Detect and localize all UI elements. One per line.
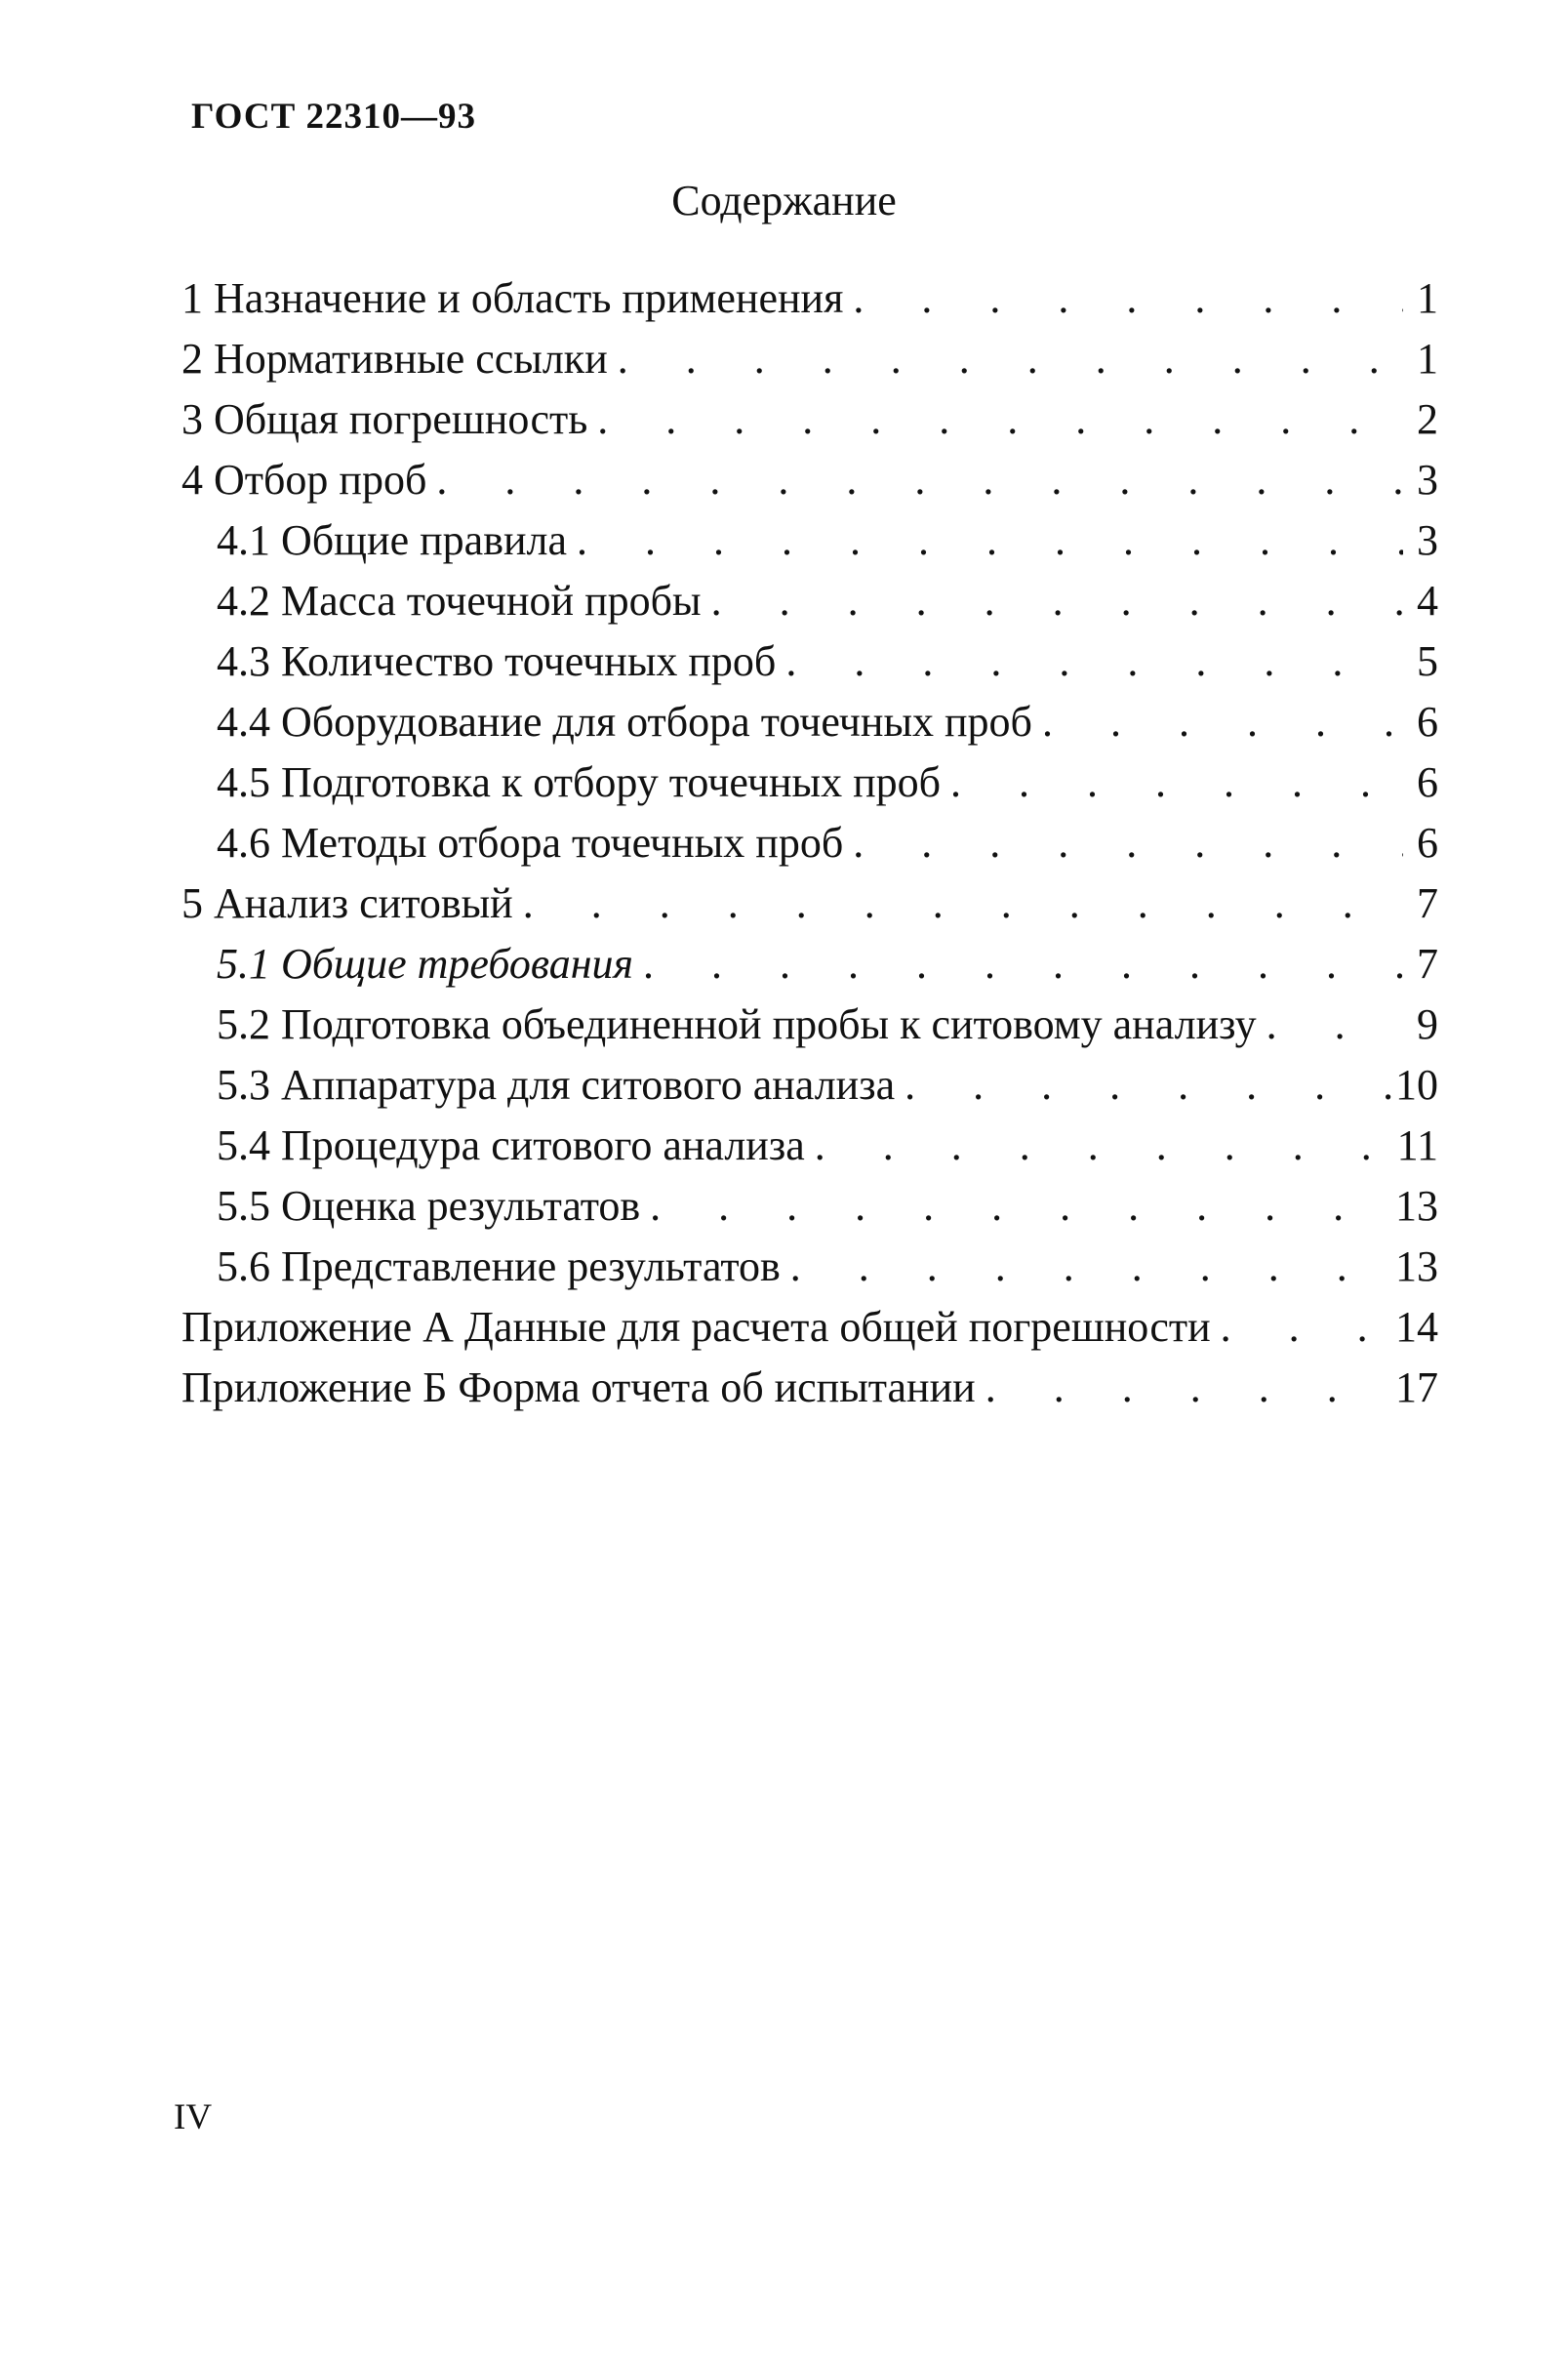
toc-entry-page: 13 [1395,1182,1438,1230]
document-code: ГОСТ 22310—93 [191,97,476,137]
toc-entry-page: 6 [1417,758,1438,806]
toc-entry-3[interactable] [181,394,1438,455]
toc-leader-dots [781,1241,1395,1291]
toc-entry-appendix-b[interactable] [181,1362,1438,1423]
toc-leader-dots [895,1060,1395,1110]
toc-entry-label: 4 Отбор проб [181,456,427,504]
toc-entry-page: 11 [1396,1121,1438,1169]
toc-entry-4-3[interactable] [181,636,1438,697]
toc-entry-5-6[interactable] [181,1241,1438,1302]
toc-entry-label: 4.3 Количество точечных проб [217,637,777,685]
toc-entry-label: 5.1 Общие требования [217,940,634,988]
toc-entry-page: 7 [1417,940,1438,988]
toc-leader-dots [1257,999,1403,1049]
toc-entry-5-4[interactable] [181,1120,1438,1181]
toc-entry-page: 7 [1417,879,1438,927]
toc-entry-label: Приложение Б Форма отчета об испытании [181,1363,976,1411]
toc-entry-page: 17 [1395,1363,1438,1411]
toc-entry-5-2[interactable] [181,999,1438,1060]
toc-entry-5-1[interactable] [181,939,1438,999]
toc-entry-label: 4.6 Методы отбора точечных проб [217,819,844,867]
toc-entry-page: 13 [1395,1242,1438,1290]
toc-leader-dots [567,515,1403,565]
toc-leader-dots [805,1120,1397,1170]
toc-entry-label: 5.4 Процедура ситового анализа [217,1121,805,1169]
toc-leader-dots [702,576,1403,626]
toc-entry-5-3[interactable] [181,1060,1438,1120]
page-number: IV [174,2097,213,2137]
toc-leader-dots [1211,1302,1395,1352]
toc-entry-5[interactable] [181,878,1438,939]
toc-leader-dots [843,273,1403,323]
toc-entry-page: 4 [1417,577,1438,625]
toc-entry-page: 3 [1417,456,1438,504]
toc-entry-label: 4.1 Общие правила [217,516,568,564]
toc-entry-label: 4.2 Масса точечной пробы [217,577,702,625]
toc-entry-label: 4.5 Подготовка к отбору точечных проб [217,758,942,806]
toc-entry-page: 1 [1417,335,1438,383]
toc-entry-4-4[interactable] [181,697,1438,757]
toc-entry-label: 1 Назначение и область применения [181,274,844,322]
toc-entry-2[interactable] [181,334,1438,394]
toc-leader-dots [587,394,1403,444]
toc-entry-label: 5.3 Аппаратура для ситового анализа [217,1061,896,1109]
toc-entry-label: 4.4 Оборудование для отбора точечных проб [217,698,1032,746]
toc-entry-page: 2 [1417,395,1438,443]
toc-entry-4[interactable] [181,455,1438,515]
toc-entry-label: 5 Анализ ситовый [181,879,513,927]
toc-leader-dots [513,878,1403,928]
toc-leader-dots [608,334,1403,384]
table-of-contents [181,273,1438,1423]
toc-entry-label: 5.6 Представление результатов [217,1242,781,1290]
toc-entry-page: 1 [1417,274,1438,322]
toc-entry-label: 2 Нормативные ссылки [181,335,608,383]
toc-leader-dots [941,757,1403,807]
toc-entry-5-5[interactable] [181,1181,1438,1241]
toc-title: Содержание [671,177,897,224]
toc-entry-label: Приложение А Данные для расчета общей погрешности [181,1303,1211,1351]
toc-entry-page: 3 [1417,516,1438,564]
toc-entry-label: 5.2 Подготовка объединенной пробы к ситовому анализу [217,1000,1257,1048]
toc-entry-page: 10 [1395,1061,1438,1109]
toc-entry-page: 5 [1417,637,1438,685]
toc-entry-1[interactable] [181,273,1438,334]
toc-leader-dots [976,1362,1395,1412]
toc-entry-page: 6 [1417,819,1438,867]
toc-entry-page: 6 [1417,698,1438,746]
toc-leader-dots [633,939,1403,989]
toc-leader-dots [426,455,1403,505]
toc-leader-dots [843,818,1403,868]
toc-entry-4-5[interactable] [181,757,1438,818]
toc-entry-4-1[interactable] [181,515,1438,576]
toc-entry-label: 5.5 Оценка результатов [217,1182,641,1230]
toc-entry-page: 9 [1417,1000,1438,1048]
toc-leader-dots [776,636,1403,686]
toc-entry-4-6[interactable] [181,818,1438,878]
toc-entry-appendix-a[interactable] [181,1302,1438,1362]
toc-leader-dots [1032,697,1403,747]
toc-entry-4-2[interactable] [181,576,1438,636]
toc-leader-dots [640,1181,1395,1231]
toc-entry-label: 3 Общая погрешность [181,395,588,443]
toc-entry-page: 14 [1395,1303,1438,1351]
